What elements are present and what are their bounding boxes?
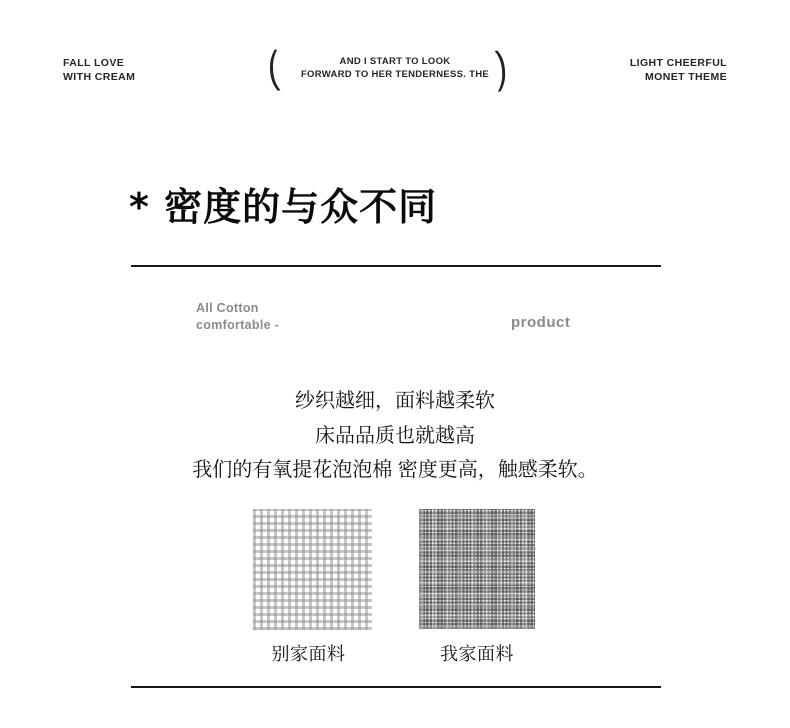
open-paren-decoration: ( bbox=[265, 42, 281, 93]
header-left-line1: FALL LOVE bbox=[63, 57, 125, 69]
section-title: * 密度的与众不同 bbox=[129, 185, 438, 229]
header-right-caption bbox=[630, 56, 727, 84]
subtitle-left-line1: All Cotton bbox=[196, 301, 259, 315]
header-left-caption bbox=[63, 56, 135, 84]
description-line2: 床品品质也就越高 bbox=[315, 424, 475, 447]
header-center-caption bbox=[301, 55, 489, 81]
description-line3: 我们的有氧提花泡泡棉 密度更高，触感柔软。 bbox=[192, 459, 598, 481]
close-paren-decoration: ) bbox=[493, 42, 509, 93]
header-left-line2: WITH CREAM bbox=[63, 71, 136, 83]
fabric-label-others: 别家面料 bbox=[271, 644, 346, 664]
divider-bottom bbox=[131, 686, 661, 688]
header-right-line1: LIGHT CHEERFUL bbox=[629, 57, 727, 69]
divider-top bbox=[131, 265, 661, 267]
fabric-label-ours: 我家面料 bbox=[440, 644, 514, 664]
header-center-line2: FORWARD TO HER TENDERNESS. THE bbox=[300, 69, 490, 80]
fabric-swatch-ours bbox=[419, 509, 535, 629]
description-text bbox=[0, 384, 790, 488]
header-center-line1: AND I START TO LOOK bbox=[339, 56, 451, 67]
description-line1: 纱织越细，面料越柔软 bbox=[295, 390, 495, 412]
subtitle-left bbox=[196, 300, 279, 334]
subtitle-left-line2: comfortable - bbox=[196, 318, 280, 332]
subtitle-right: product bbox=[511, 314, 571, 331]
header-right-line2: MONET THEME bbox=[645, 71, 727, 83]
fabric-swatch-others bbox=[253, 509, 372, 630]
